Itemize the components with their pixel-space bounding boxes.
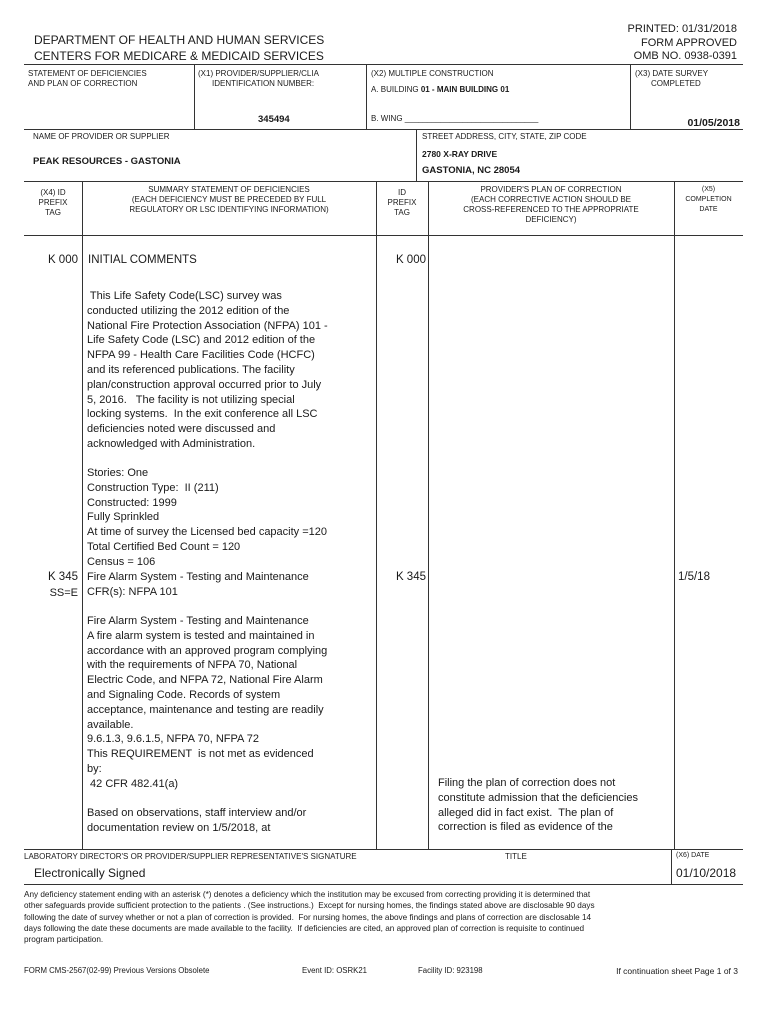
x1-label: (X1) PROVIDER/SUPPLIER/CLIA <box>198 69 319 78</box>
divider <box>671 849 672 884</box>
completion-date-k345: 1/5/18 <box>678 571 710 583</box>
plan-header: CROSS-REFERENCED TO THE APPROPRIATE <box>463 205 639 214</box>
x5-header: COMPLETION <box>685 196 732 203</box>
requirement-paragraph: Fire Alarm System - Testing and Maintenance A fire alarm system is tested and maintained in accordance with an approved program complying with the requirements of NFPA 70, National Electric Code, and NFPA 72, National Fire Alarm and Signaling Code. Records of system acceptance, maintenance and testing are readily available. 9.6.1.3, 9.6.1.5, NFPA 70, NFPA 72 This REQUIREMENT is not met as evidenced by: 42 CFR 482.41(a) <box>87 615 328 790</box>
rule <box>24 884 743 885</box>
summary-header: SUMMARY STATEMENT OF DEFICIENCIES <box>148 185 310 194</box>
rule <box>24 64 743 65</box>
form-approved: FORM APPROVED <box>641 37 737 49</box>
x1-label: IDENTIFICATION NUMBER: <box>212 79 315 88</box>
provider-name-label: NAME OF PROVIDER OR SUPPLIER <box>33 132 170 141</box>
tag-prefix-k000: K 000 <box>47 254 78 266</box>
x3-label: (X3) DATE SURVEY <box>635 69 709 78</box>
survey-completed-date: 01/05/2018 <box>687 117 740 129</box>
title-label: TITLE <box>505 852 527 861</box>
column-divider <box>376 181 377 849</box>
column-divider <box>428 181 429 849</box>
rule <box>24 181 743 182</box>
building-label <box>371 85 509 95</box>
survey-paragraph: This Life Safety Code(LSC) survey was conducted utilizing the 2012 edition of the National Fire Protection Association (NFPA) 101 - Life Safety Code (LSC) and 2012 edition of the NFPA 99 - Health Care Facilities Code (HCFC) and its referenced publications. The facility plan/construction approval occurred prior to July 5, 2016. The facility is not utilizing special locking systems. In the exit conference all LSC deficiencies noted were discussed and acknowledged with Administration. <box>87 290 328 450</box>
rule <box>24 235 743 236</box>
plan-header: (EACH CORRECTIVE ACTION SHOULD BE <box>470 195 632 204</box>
id-prefix-k345: K 345 <box>395 571 426 583</box>
summary-header: (EACH DEFICIENCY MUST BE PRECEDED BY FULL <box>131 195 327 204</box>
x4-header: PREFIX <box>38 198 68 207</box>
scope-severity: SS=E <box>49 587 78 599</box>
column-divider <box>674 181 675 849</box>
column-divider <box>82 181 83 849</box>
tag-prefix-k345: K 345 <box>47 571 78 583</box>
id-header: TAG <box>394 208 410 217</box>
continuation-page: If continuation sheet Page 1 of 3 <box>616 966 738 976</box>
department-title: DEPARTMENT OF HEALTH AND HUMAN SERVICES <box>34 33 325 47</box>
statement-label: STATEMENT OF DEFICIENCIES <box>28 69 147 78</box>
x4-header: TAG <box>45 208 61 217</box>
provider-name: PEAK RESOURCES - GASTONIA <box>33 156 181 167</box>
printed-date: PRINTED: 01/31/2018 <box>627 23 737 35</box>
x6-date-label: (X6) DATE <box>676 852 710 859</box>
findings-paragraph: Based on observations, staff interview and/or documentation review on 1/5/2018, at <box>87 807 307 834</box>
summary-header: REGULATORY OR LSC IDENTIFYING INFORMATION) <box>129 205 329 214</box>
signature-value: Electronically Signed <box>34 866 146 880</box>
x2-label: (X2) MULTIPLE CONSTRUCTION <box>371 69 494 78</box>
divider <box>416 129 417 181</box>
wing-label <box>371 114 538 124</box>
rule <box>24 129 743 130</box>
event-id: Event ID: OSRK21 <box>302 966 368 975</box>
wing-blank: ______________________________ <box>404 114 539 123</box>
divider <box>194 64 195 129</box>
x5-header: (X5) <box>701 186 716 193</box>
k345-title: Fire Alarm System - Testing and Maintenance CFR(s): NFPA 101 <box>87 571 309 598</box>
city-state-zip: GASTONIA, NC 28054 <box>422 165 521 176</box>
form-number: FORM CMS-2567(02-99) Previous Versions Obsolete <box>24 966 210 975</box>
centers-title: CENTERS FOR MEDICARE & MEDICAID SERVICES <box>34 49 324 63</box>
address-label: STREET ADDRESS, CITY, STATE, ZIP CODE <box>422 132 587 141</box>
id-header: ID <box>398 188 406 197</box>
signature-label: LABORATORY DIRECTOR'S OR PROVIDER/SUPPLIER REPRESENTATIVE'S SIGNATURE <box>24 852 357 861</box>
rule <box>24 849 743 850</box>
divider <box>366 64 367 129</box>
building-value: 01 - MAIN BUILDING 01 <box>420 85 510 94</box>
id-prefix-k000: K 000 <box>395 254 426 266</box>
wing-label-text: B. WING <box>371 114 403 123</box>
street-address: 2780 X-RAY DRIVE <box>422 149 498 159</box>
initial-comments-heading: INITIAL COMMENTS <box>88 254 197 266</box>
disclaimer-text: Any deficiency statement ending with an asterisk (*) denotes a deficiency which the institution may be excused from correcting providing it is determined that other safeguards provide sufficient protection to the patients . (See instructions.) Except for nursing homes, the findings stated above are disclosable 90 days following the date of survey whether or not a plan of correction is provided. For nursing homes, the above findings and plans of correction are disclosable 14 days following the date these documents are made available to the facility. If deficiencies are cited, an approved plan of correction is requisite to continued program participation. <box>24 890 595 945</box>
signature-date: 01/10/2018 <box>676 866 737 880</box>
statement-label: AND PLAN OF CORRECTION <box>28 79 138 88</box>
omb-number: OMB NO. 0938-0391 <box>633 50 737 62</box>
building-label-text: A. BUILDING <box>371 85 419 94</box>
x5-header: DATE <box>699 206 718 213</box>
plan-header: DEFICIENCY) <box>525 215 577 224</box>
x3-label: COMPLETED <box>651 79 701 88</box>
divider <box>630 64 631 129</box>
building-facts: Stories: One Construction Type: II (211) Constructed: 1999 Fully Sprinkled At time of survey the Licensed bed capacity =120 Total Certified Bed Count = 120 Census = 106 <box>87 467 328 568</box>
x4-header: (X4) ID <box>40 188 66 197</box>
plan-header: PROVIDER'S PLAN OF CORRECTION <box>480 185 622 194</box>
id-header: PREFIX <box>387 198 417 207</box>
plan-of-correction-text: Filing the plan of correction does not constitute admission that the deficiencies alleged did in fact exist. The plan of correction is filed as evidence of the <box>438 777 638 834</box>
provider-number: 345494 <box>258 114 290 125</box>
facility-id: Facility ID: 923198 <box>418 966 483 975</box>
